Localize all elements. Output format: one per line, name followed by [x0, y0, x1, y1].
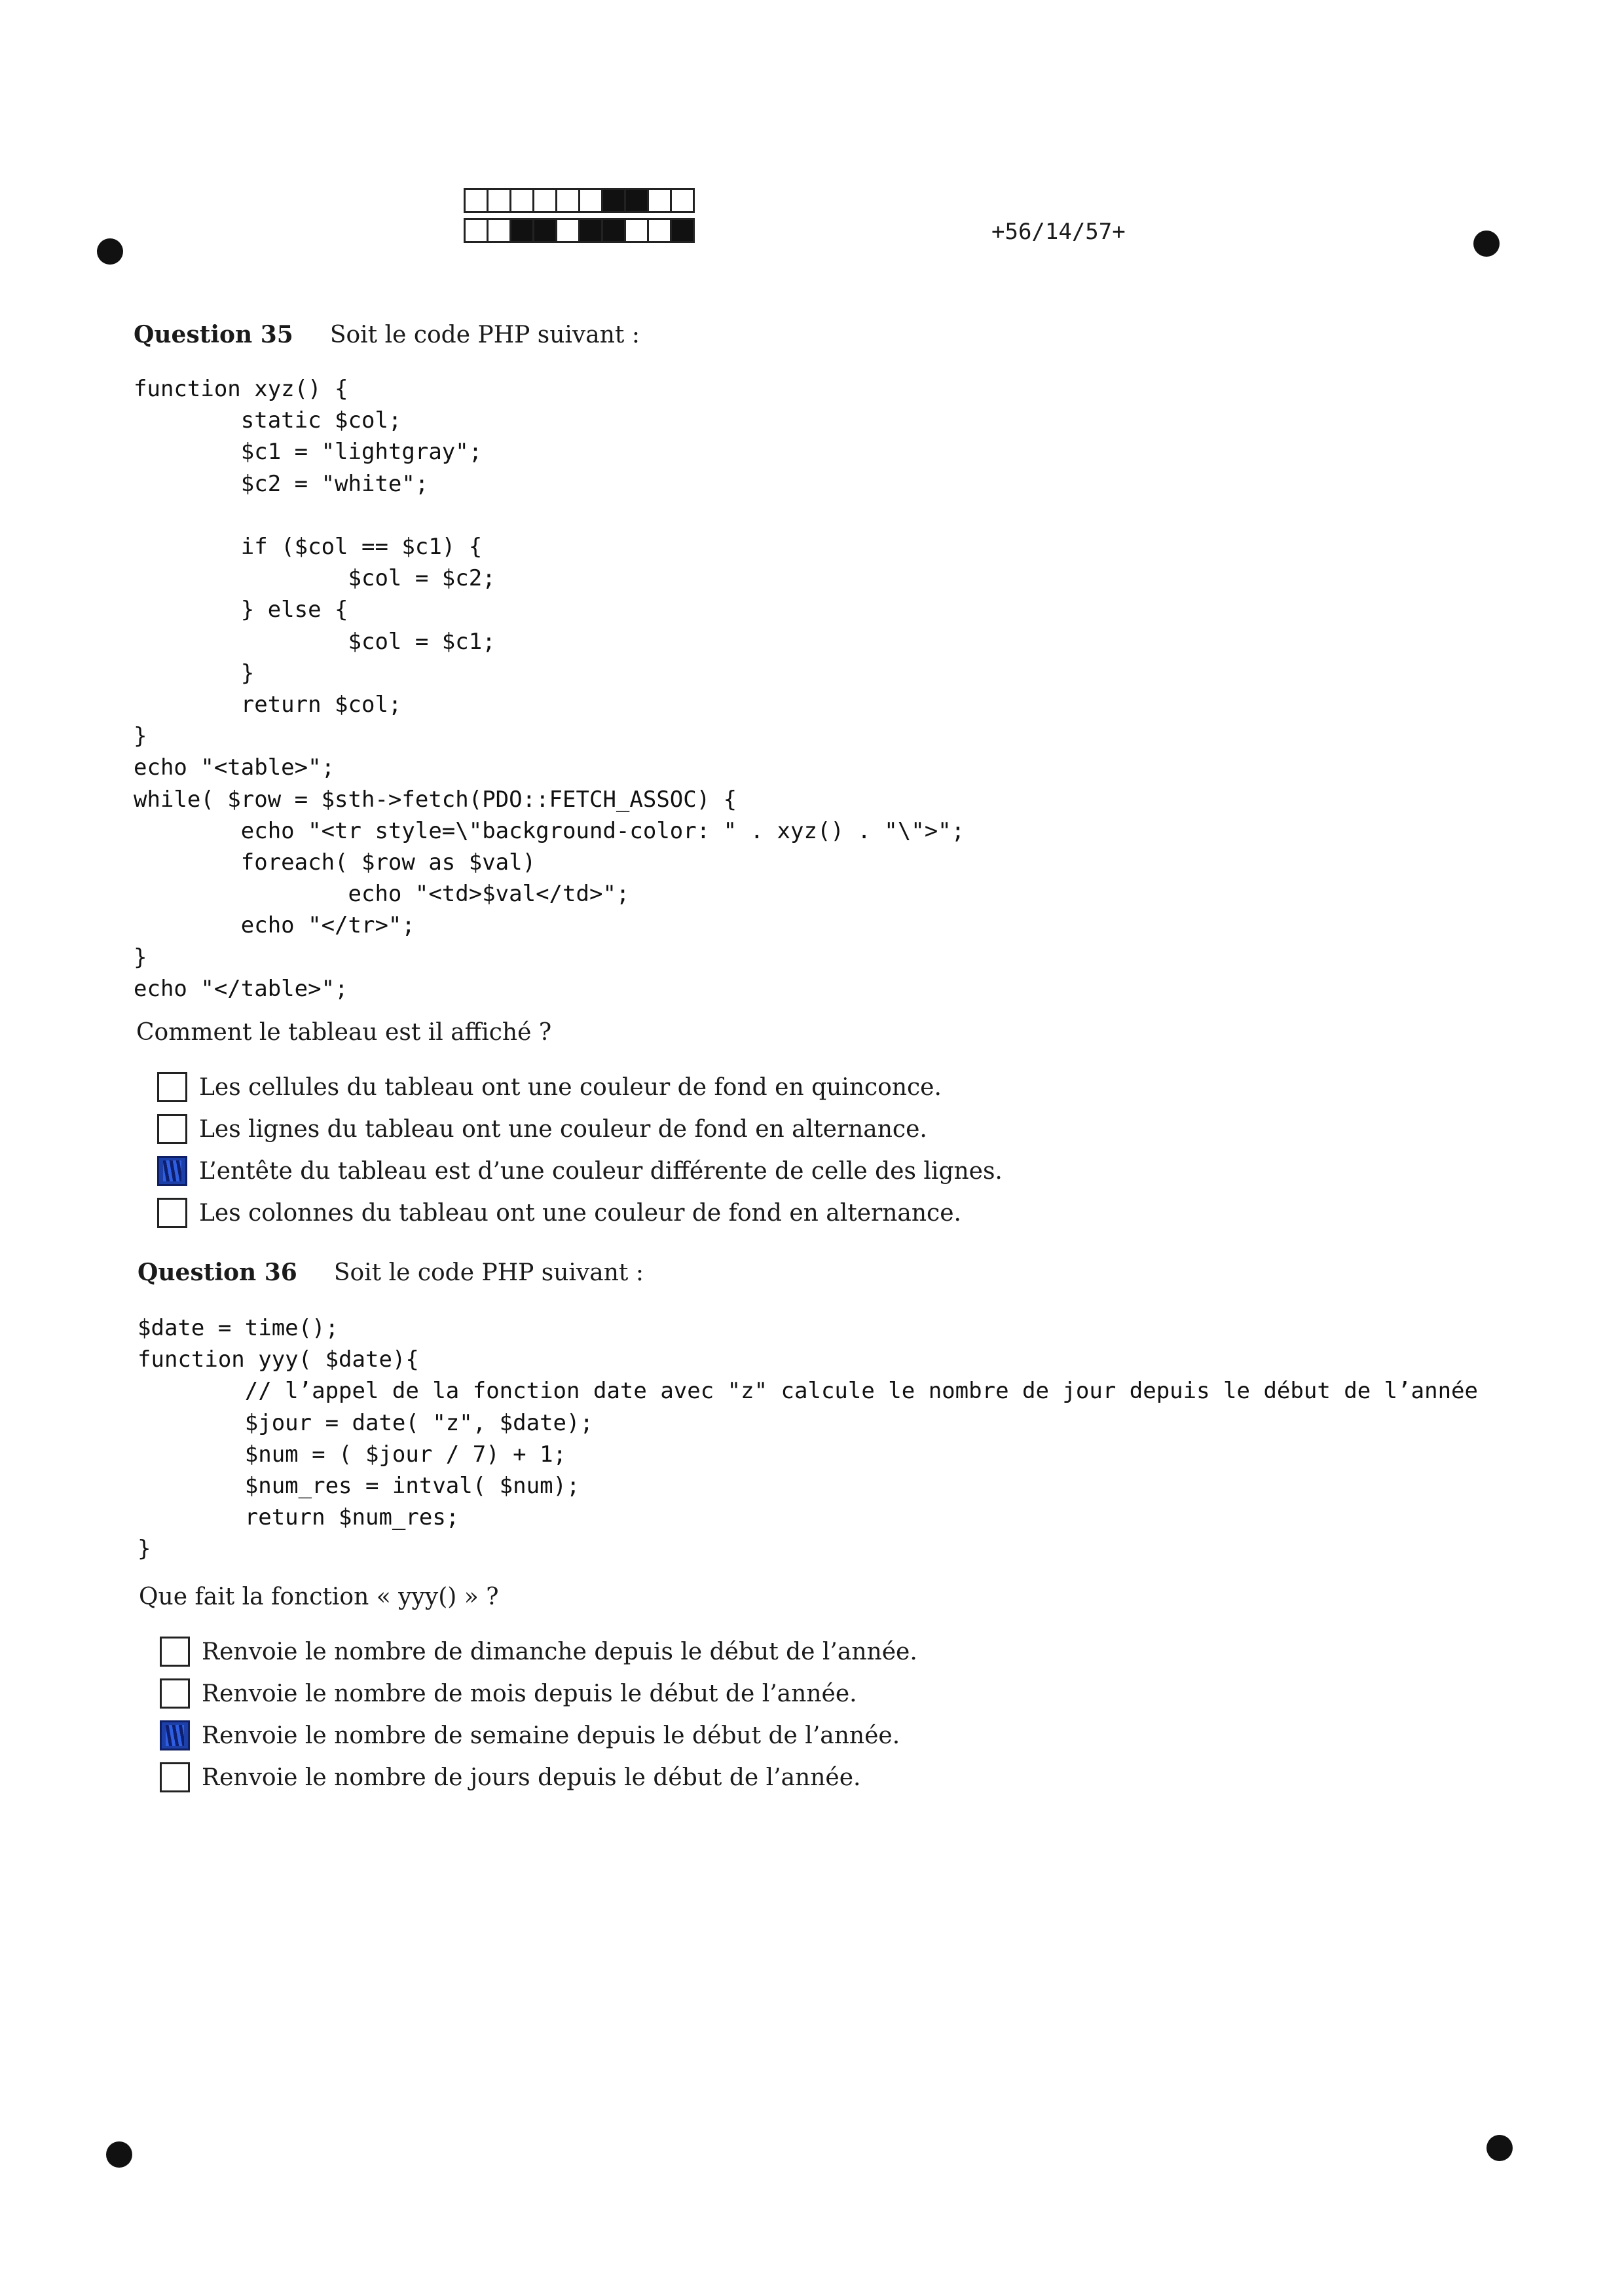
barcode-grid [464, 188, 693, 248]
question-35-header [134, 321, 640, 348]
answer-option[interactable] [157, 1150, 1003, 1192]
answer-option[interactable] [157, 1108, 1003, 1150]
barcode-cell [487, 218, 511, 243]
barcode-cell [647, 218, 672, 243]
barcode-cell [464, 188, 489, 213]
barcode-cell [509, 188, 534, 213]
barcode-cell [647, 188, 672, 213]
barcode-cell [624, 188, 649, 213]
barcode-cell [670, 218, 695, 243]
barcode-cell [487, 188, 511, 213]
barcode-row [464, 218, 693, 243]
barcode-cell [464, 218, 489, 243]
answer-checkbox[interactable] [160, 1762, 190, 1792]
registration-dot-top-left [97, 238, 123, 265]
question-36-prompt: Que fait la fonction « yyy() » ? [139, 1583, 499, 1610]
question-number: Question 35 [134, 321, 293, 348]
barcode-cell [555, 218, 580, 243]
answer-option[interactable] [160, 1756, 917, 1798]
barcode-cell [509, 218, 534, 243]
barcode-cell [532, 188, 557, 213]
question-36-answers [160, 1631, 917, 1798]
answer-label: Les cellules du tableau ont une couleur de fond en quinconce. [199, 1073, 942, 1101]
answer-option[interactable] [157, 1066, 1003, 1108]
answer-checkbox[interactable] [160, 1678, 190, 1709]
barcode-cell [532, 218, 557, 243]
answer-option[interactable] [160, 1631, 917, 1673]
page-id: +56/14/57+ [991, 219, 1126, 245]
registration-dot-top-right [1473, 231, 1500, 257]
barcode-cell [601, 218, 626, 243]
barcode-cell [578, 188, 603, 213]
answer-option[interactable] [160, 1714, 917, 1756]
question-35-answers [157, 1066, 1003, 1234]
answer-label: Renvoie le nombre de dimanche depuis le début de l’année. [202, 1638, 917, 1665]
answer-label: L’entête du tableau est d’une couleur différente de celle des lignes. [199, 1157, 1003, 1185]
answer-checkbox[interactable] [157, 1072, 187, 1102]
question-35-code: function xyz() { static $col; $c1 = "lightgray"; $c2 = "white"; if ($col == $c1) { $col = $c2; } else { $col = $c1; } return $col; } echo "<table>"; while( $row = $sth->fetch(PDO::FETCH_ASSOC) { echo "<tr style=\"background-color: " . xyz() . "\">"; foreach( $row as $val) echo "<td>$val</td>"; echo "</tr>"; } echo "</table>"; [134, 376, 965, 1002]
answer-label: Les colonnes du tableau ont une couleur de fond en alternance. [199, 1199, 961, 1227]
answer-option[interactable] [157, 1192, 1003, 1234]
answer-checkbox[interactable] [157, 1198, 187, 1228]
registration-dot-bottom-right [1486, 2135, 1513, 2161]
question-intro: Soit le code PHP suivant : [329, 322, 640, 348]
question-35-prompt: Comment le tableau est il affiché ? [136, 1019, 552, 1046]
barcode-cell [601, 188, 626, 213]
barcode-cell [555, 188, 580, 213]
registration-dot-bottom-left [106, 2141, 132, 2168]
answer-label: Les lignes du tableau ont une couleur de fond en alternance. [199, 1115, 927, 1143]
question-36-code: $date = time(); function yyy( $date){ // l’appel de la fonction date avec "z" calcule le nombre de jour depuis le début de l’année $jour = date( "z", $date); $num = ( $jour / 7) + 1; $num_res = intval( $num); return $num_res; } [138, 1315, 1478, 1563]
barcode-cell [670, 188, 695, 213]
question-intro: Soit le code PHP suivant : [333, 1259, 644, 1286]
question-number: Question 36 [138, 1259, 297, 1286]
answer-checkbox[interactable] [160, 1720, 190, 1750]
barcode-cell [624, 218, 649, 243]
answer-checkbox[interactable] [157, 1114, 187, 1144]
barcode-cell [578, 218, 603, 243]
answer-option[interactable] [160, 1673, 917, 1714]
answer-label: Renvoie le nombre de semaine depuis le début de l’année. [202, 1722, 900, 1749]
answer-checkbox[interactable] [157, 1156, 187, 1186]
question-36-header [138, 1259, 644, 1286]
answer-checkbox[interactable] [160, 1637, 190, 1667]
answer-label: Renvoie le nombre de mois depuis le début de l’année. [202, 1680, 857, 1707]
barcode-row [464, 188, 693, 213]
answer-label: Renvoie le nombre de jours depuis le début de l’année. [202, 1764, 861, 1791]
